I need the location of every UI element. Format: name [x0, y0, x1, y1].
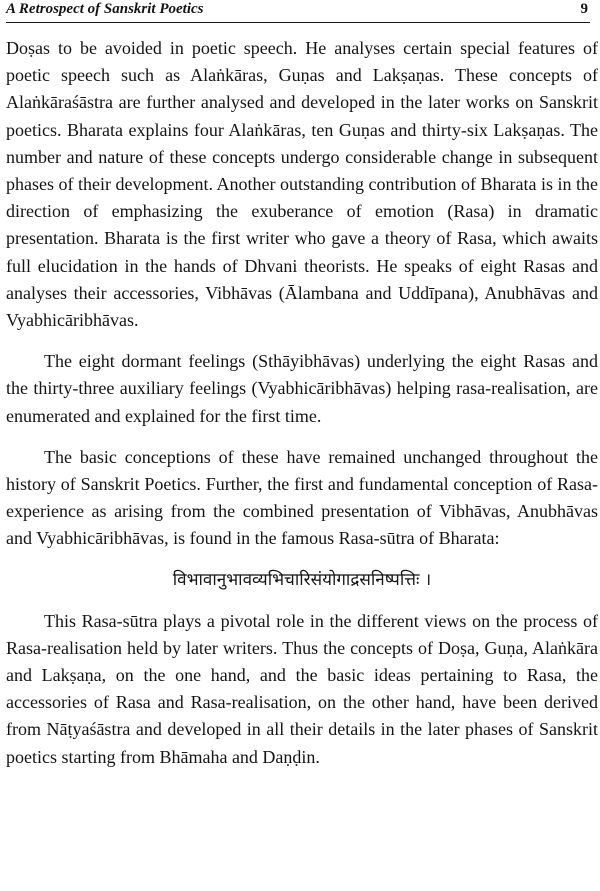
paragraph-continued: Doṣas to be avoided in poetic speech. He analyses certain special features of poetic speech such as Alaṅkāras, Guṇas and Lakṣaṇas. These concepts of Alaṅkāraśāstra are further analysed and developed in the later works on Sanskrit poetics. Bharata explains four Alaṅkāras, ten Guṇas and thirty-six Lakṣaṇas. The number and nature of these concepts undergo considerable change in subsequent phases of their development. Another outstanding contribution of Bharata is in the direction of emphasizing the exuberance of emotion (Rasa) in dramatic presentation. Bharata is the first writer who gave a theory of Rasa, which awaits full elucidation in the hands of Dhvani theorists. He speaks of eight Rasas and analyses their accessories, Vibhāvas (Ālambana and Uddīpana), Anubhāvas and Vyabhicāribhāvas. [6, 38, 598, 331]
rasa-sutra-verse: विभावानुभावव्यभिचारिसंयोगाद्रसनिष्पत्तिः । [172, 569, 432, 590]
page-number: 9 [580, 1, 588, 17]
running-header [6, 0, 590, 23]
paragraph-basic-conceptions: The basic conceptions of these have remained unchanged throughout the history of Sanskrit Poetics. Further, the first and fundamental conception of Rasa-experience as arising from the combined presentation of Vibhāvas, Anubhāvas and Vyabhicāribhāvas, is found in the famous Rasa-sūtra of Bharata: [6, 446, 598, 549]
body-text [6, 35, 598, 785]
running-title: A Retrospect of Sanskrit Poetics [6, 1, 204, 17]
paragraph-rasa-sutra: This Rasa-sūtra plays a pivotal role in the different views on the process of Rasa-realisation held by later writers. Thus the concepts of Doṣa, Guṇa, Alaṅkāra and Lakṣaṇa, on the one hand, and the basic ideas pertaining to Rasa, the accessories of Rasa and Rasa-realisation, on the other hand, have been derived from Nāṭyaśāstra and developed in all their details in the later phases of Sanskrit poetics starting from Bhāmaha and Daṇḍin. [6, 610, 598, 767]
paragraph-sthayibhavas: The eight dormant feelings (Sthāyibhāvas) underlying the eight Rasas and the thirty-three auxiliary feelings (Vyabhicāribhāvas) helping rasa-realisation, are enumerated and explained for the first time. [6, 351, 598, 426]
